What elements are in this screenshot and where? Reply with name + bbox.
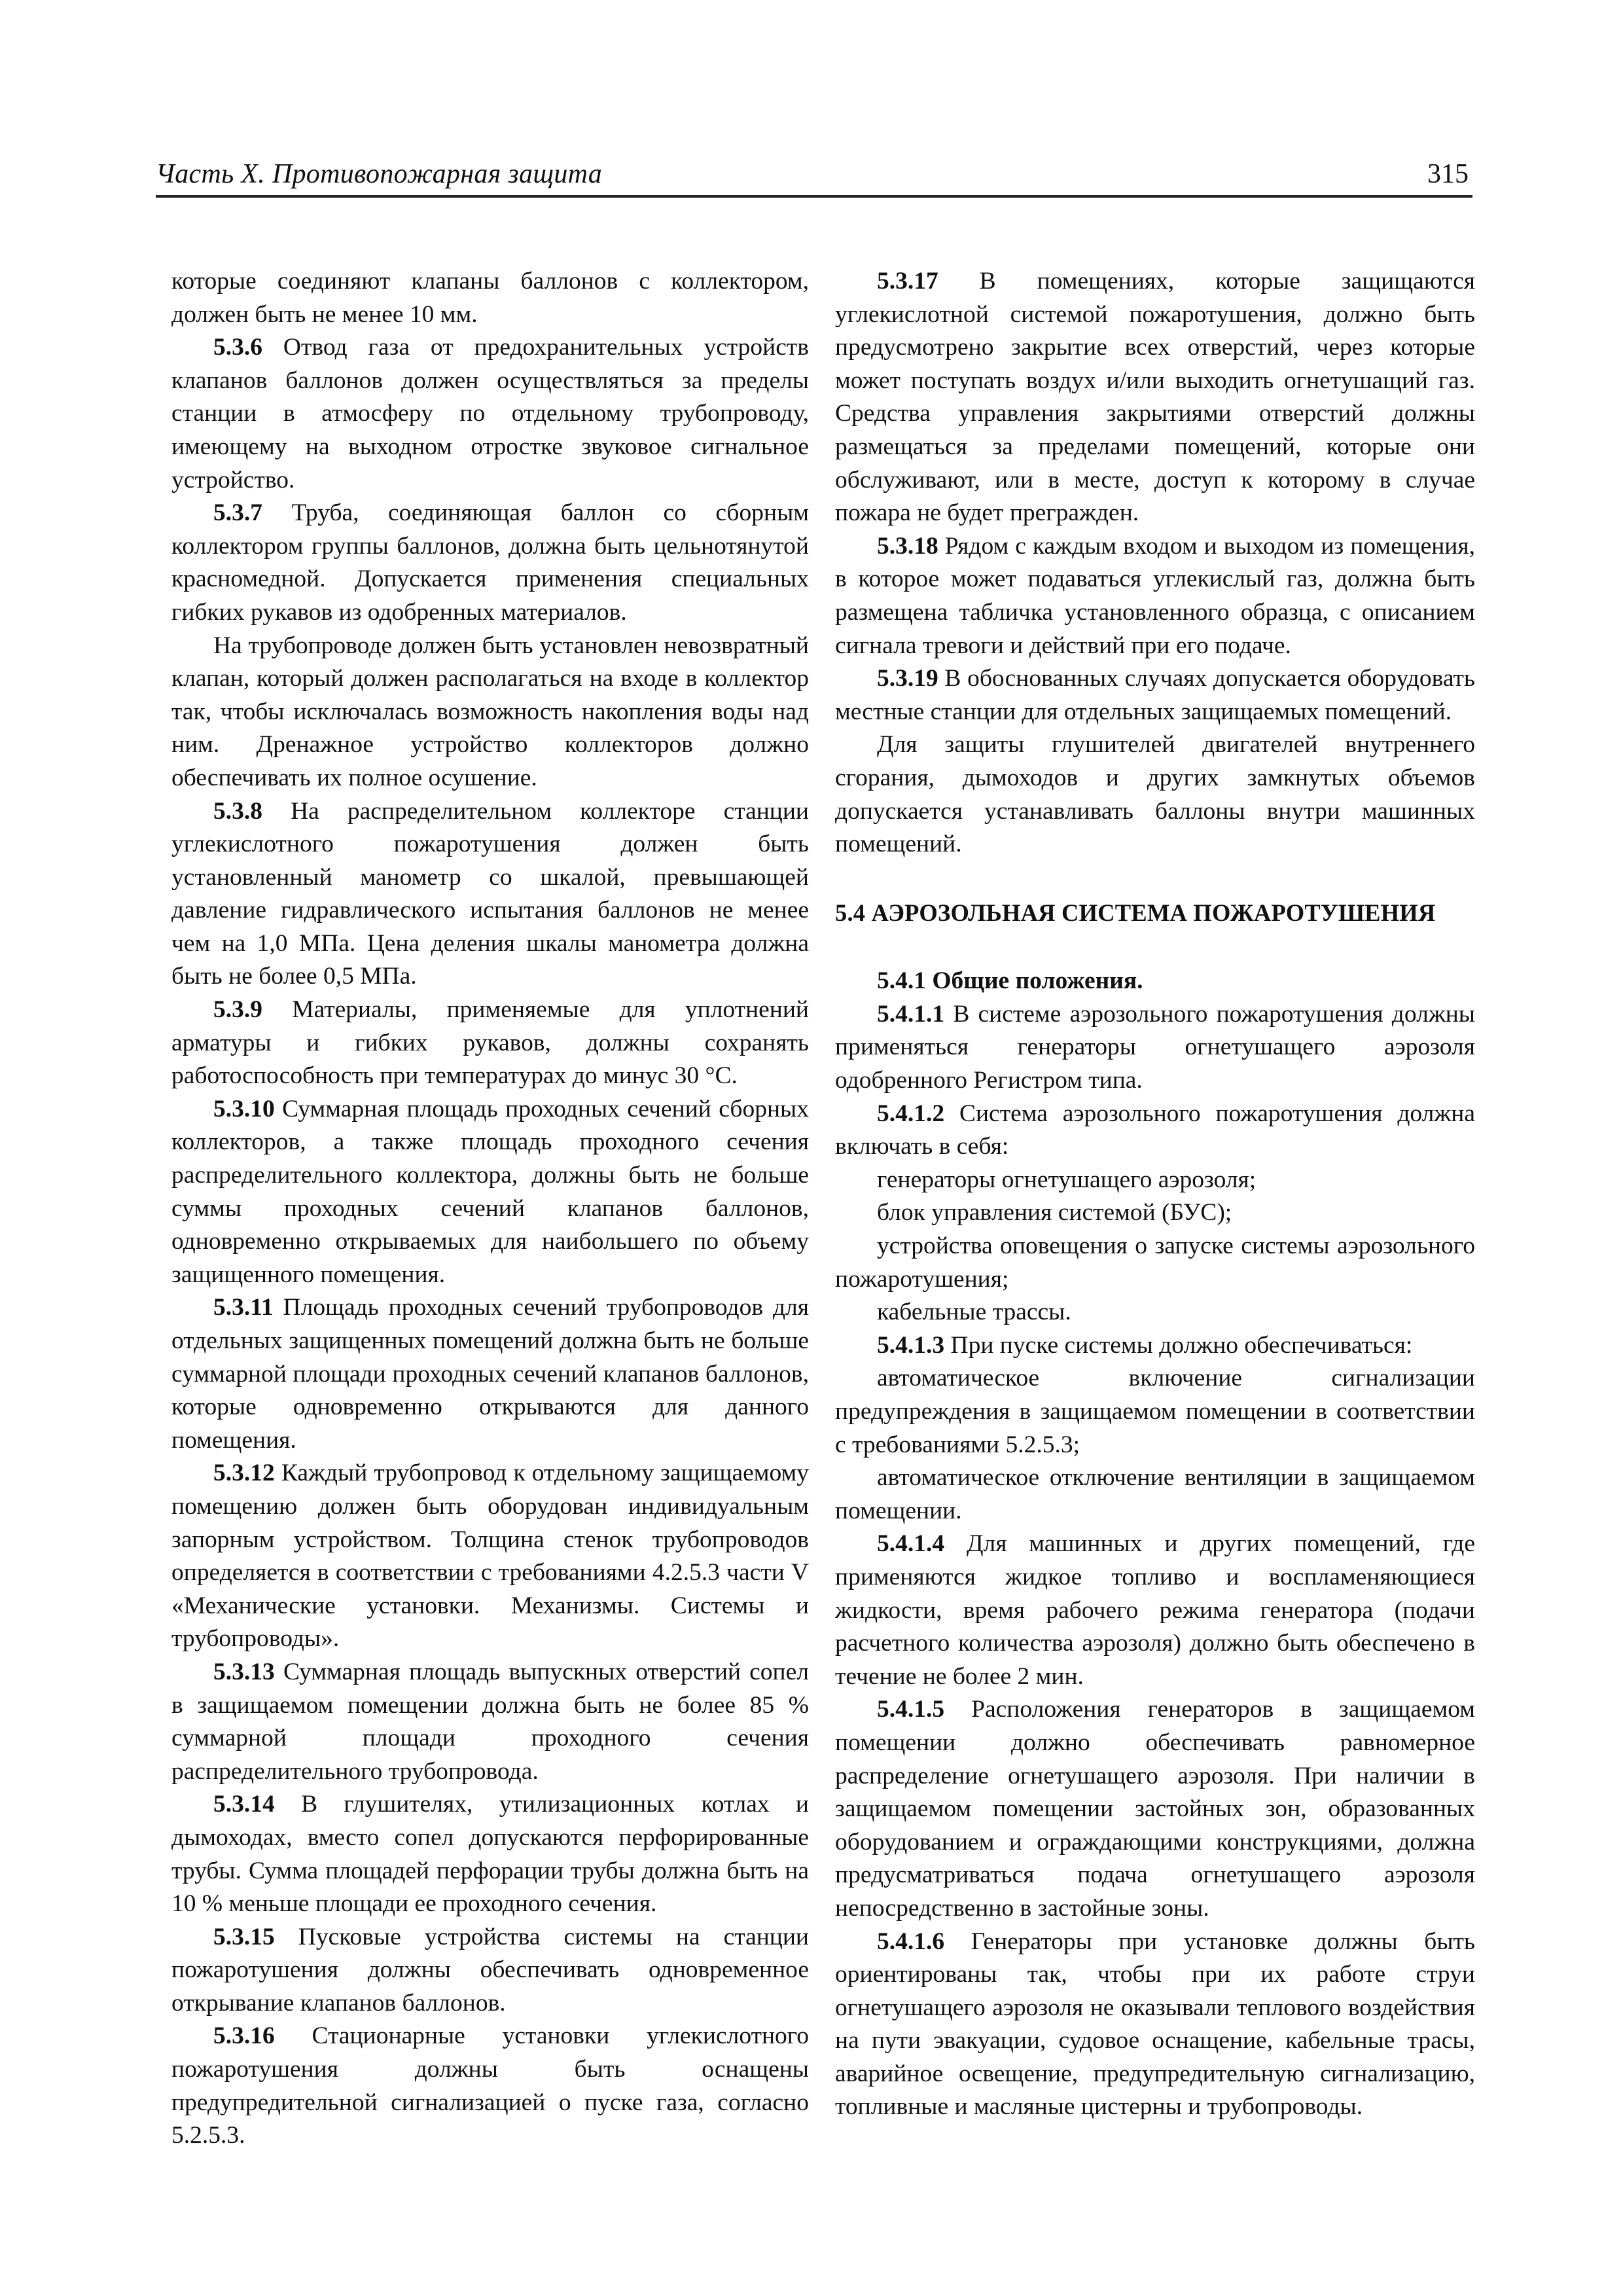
- paragraph-text: Для защиты глушителей двигателей внутреннего сгорания, дымоходов и других замкнутых объемов допускается устанавливать баллоны внутри машинных помещений.: [835, 731, 1475, 858]
- page-header: [156, 154, 1472, 198]
- clause-number: 5.3.15: [213, 1923, 275, 1950]
- paragraph-text: Рядом с каждым входом и выходом из помещения, в которое может подаваться углекислый газ, должна быть размещена табличка установленного образца, с описанием сигнала тревоги и действий при его подаче.: [835, 532, 1475, 659]
- clause-number: 5.4.1.6: [877, 1928, 945, 1955]
- clause-paragraph: [835, 1926, 1475, 2125]
- paragraph-text: автоматическое включение сигнализации предупреждения в защищаемом помещении в соответствии с требованиями 5.2.5.3;: [835, 1365, 1475, 1458]
- clause-number: 5.4.1.3: [877, 1331, 945, 1359]
- clause-paragraph: [171, 795, 809, 994]
- clause-paragraph: [171, 1457, 809, 1656]
- clause-number: 5.3.16: [213, 2022, 275, 2050]
- clause-paragraph: [835, 1329, 1475, 1363]
- page-number: 315: [1427, 159, 1469, 189]
- paragraph-text: На трубопроводе должен быть установлен невозвратный клапан, который должен располагаться на входе в коллектор так, чтобы исключалась возможность накопления воды над ним. Дренажное устройство коллекторов должно обеспечивать их полное осушение.: [171, 632, 809, 791]
- paragraph-text: блок управления системой (БУС);: [877, 1199, 1232, 1227]
- paragraph: [835, 1362, 1475, 1462]
- paragraph-text: Суммарная площадь проходных сечений сборных коллекторов, а также площадь проходного сечения распределительного коллектора, должны быть не больше суммы проходных сечений клапанов баллонов, одновременно открываемых для наибольшего по объему защищенного помещения.: [171, 1095, 809, 1288]
- paragraph-text: Для машинных и других помещений, где применяются жидкое топливо и воспламеняющиеся жидкости, время рабочего режима генератора (подачи расчетного количества аэрозоля) должно быть обеспечено в течение не более 2 мин.: [835, 1530, 1475, 1690]
- clause-number: 5.3.11: [213, 1294, 274, 1321]
- clause-paragraph: [835, 530, 1475, 662]
- paragraph: [835, 1230, 1475, 1296]
- clause-number: 5.3.19: [877, 665, 938, 692]
- paragraph-text: В помещениях, которые защищаются углекислотной системой пожаротушения, должно быть предусмотрено закрытие всех отверстий, через которые может поступать воздух и/или выходить огнетушащий газ. Средства управления закрытиями отверстий должны размещаться за пределами помещений, которые они обслуживают, или в месте, доступ к которому в случае пожара не будет прегражден.: [835, 268, 1475, 527]
- clause-number: 5.3.12: [213, 1460, 275, 1487]
- clause-paragraph: [171, 331, 809, 497]
- clause-paragraph: [171, 1788, 809, 1920]
- paragraph-text: Материалы, применяемые для уплотнений арматуры и гибких рукавов, должны сохранять работоспособность при температурах до минус 30 °С.: [171, 996, 809, 1090]
- clause-paragraph: [171, 1291, 809, 1457]
- paragraph-text: Отвод газа от предохранительных устройств клапанов баллонов должен осуществляться за пределы станции в атмосферу по отдельному трубопроводу, имеющему на выходном отростке звуковое сигнальное устройство.: [171, 334, 809, 493]
- paragraph: [835, 1196, 1475, 1230]
- paragraph-text: Труба, соединяющая баллон со сборным коллектором группы баллонов, должна быть цельнотянутой красномедной. Допускается применения специальных гибких рукавов из одобренных материалов.: [171, 499, 809, 626]
- clause-number: 5.3.17: [877, 268, 938, 295]
- paragraph: [835, 1462, 1475, 1528]
- paragraph-text: Суммарная площадь выпускных отверстий сопел в защищаемом помещении должна быть не более 85 % суммарной площади проходного сечения распределительного трубопровода.: [171, 1658, 809, 1785]
- clause-paragraph: [171, 1093, 809, 1292]
- clause-paragraph: [171, 1921, 809, 2020]
- paragraph-text: Каждый трубопровод к отдельному защищаемому помещению должен быть оборудован индивидуальным запорным устройством. Толщина стенок трубопроводов определяется в соответствии с требованиями 4.2.5.3 части V «Механические установки. Механизмы. Системы и трубопроводы».: [171, 1460, 809, 1653]
- clause-number: 5.3.14: [213, 1791, 275, 1818]
- subsection-heading: 5.4.1 Общие положения.: [877, 967, 1143, 995]
- clause-paragraph: [835, 662, 1475, 728]
- paragraph-text: Система аэрозольного пожаротушения должна включать в себя:: [835, 1100, 1475, 1160]
- right-column: [835, 265, 1475, 2124]
- running-title: Часть X. Противопожарная защита: [156, 159, 603, 189]
- clause-number: 5.3.10: [213, 1095, 275, 1122]
- paragraph: [835, 1164, 1475, 1197]
- clause-paragraph: [835, 265, 1475, 530]
- paragraph-text: автоматическое отключение вентиляции в защищаемом помещении.: [835, 1464, 1475, 1524]
- clause-number: 5.4.1.1: [877, 1000, 945, 1028]
- paragraph-text: В глушителях, утилизационных котлах и дымоходах, вместо сопел допускаются перфорированные трубы. Сумма площадей перфорации трубы должна быть на 10 % меньше площади ее проходного сечения.: [171, 1791, 809, 1918]
- paragraph: [835, 1296, 1475, 1329]
- clause-paragraph: [835, 998, 1475, 1098]
- paragraph-text: которые соединяют клапаны баллонов с коллектором, должен быть не менее 10 мм.: [171, 268, 809, 328]
- right-column-bottom: [835, 998, 1475, 2124]
- paragraph-text: На распределительном коллекторе станции углекислотного пожаротушения должен быть установленный манометр со шкалой, превышающей давление гидравлического испытания баллонов не менее чем на 1,0 МПа. Цена деления шкалы манометра должна быть не более 0,5 МПа.: [171, 797, 809, 990]
- paragraph-text: кабельные трассы.: [877, 1299, 1071, 1326]
- clause-number: 5.3.13: [213, 1658, 275, 1685]
- clause-number: 5.3.6: [213, 334, 262, 361]
- paragraph: [171, 630, 809, 795]
- clause-number: 5.3.7: [213, 499, 262, 527]
- clause-number: 5.4.1.5: [877, 1696, 945, 1723]
- clause-number: 5.4.1.4: [877, 1530, 945, 1558]
- clause-paragraph: [171, 2020, 809, 2152]
- paragraph-text: Генераторы при установке должны быть ориентированы так, чтобы при их работе струи огнетушащего аэрозоля не оказывали теплового воздействия на пути эвакуации, судовое оснащение, кабельные трасы, аварийное освещение, предупредительную сигнализацию, топливные и масляные цистерны и трубопроводы.: [835, 1928, 1475, 2121]
- clause-number: 5.3.9: [213, 996, 262, 1024]
- clause-number: 5.3.8: [213, 797, 262, 825]
- paragraph-text: При пуске системы должно обеспечиваться:: [944, 1331, 1413, 1359]
- clause-paragraph: [835, 1693, 1475, 1925]
- clause-paragraph: [171, 497, 809, 629]
- paragraph: [835, 728, 1475, 861]
- paragraph-text: В системе аэрозольного пожаротушения должны применяться генераторы огнетушащего аэрозоля одобренного Регистром типа.: [835, 1000, 1475, 1094]
- paragraph: [171, 265, 809, 331]
- clause-paragraph: [171, 1656, 809, 1788]
- paragraph-text: В обоснованных случаях допускается оборудовать местные станции для отдельных защищаемых помещений.: [835, 665, 1475, 725]
- paragraph-text: устройства оповещения о запуске системы аэрозольного пожаротушения;: [835, 1232, 1475, 1293]
- right-column-top: [835, 265, 1475, 861]
- clause-number: 5.3.18: [877, 532, 938, 560]
- section-heading: 5.4 АЭРОЗОЛЬНАЯ СИСТЕМА ПОЖАРОТУШЕНИЯ: [835, 899, 1436, 926]
- paragraph-text: Расположения генераторов в защищаемом помещении должно обеспечивать равномерное распределение огнетушащего аэрозоля. При наличии в защищаемом помещении застойных зон, образованных оборудованием и ограждающими конструкциями, должна предусматриваться подача огнетушащего аэрозоля непосредственно в застойные зоны.: [835, 1696, 1475, 1922]
- left-column: [171, 265, 809, 2153]
- clause-paragraph: [835, 1098, 1475, 1164]
- paragraph-text: Площадь проходных сечений трубопроводов для отдельных защищенных помещений должна быть не больше суммарной площади проходных сечений клапанов баллонов, которые одновременно открываются для данного помещения.: [171, 1294, 809, 1454]
- clause-number: 5.4.1.2: [877, 1100, 945, 1127]
- paragraph-text: Пусковые устройства системы на станции пожаротушения должны обеспечивать одновременное открывание клапанов баллонов.: [171, 1923, 809, 2017]
- paragraph-text: Стационарные установки углекислотного пожаротушения должны быть оснащены предупредительной сигнализацией о пуске газа, согласно 5.2.5.3.: [171, 2022, 809, 2149]
- paragraph-text: генераторы огнетушащего аэрозоля;: [877, 1166, 1257, 1193]
- clause-paragraph: [171, 994, 809, 1093]
- clause-paragraph: [835, 1528, 1475, 1693]
